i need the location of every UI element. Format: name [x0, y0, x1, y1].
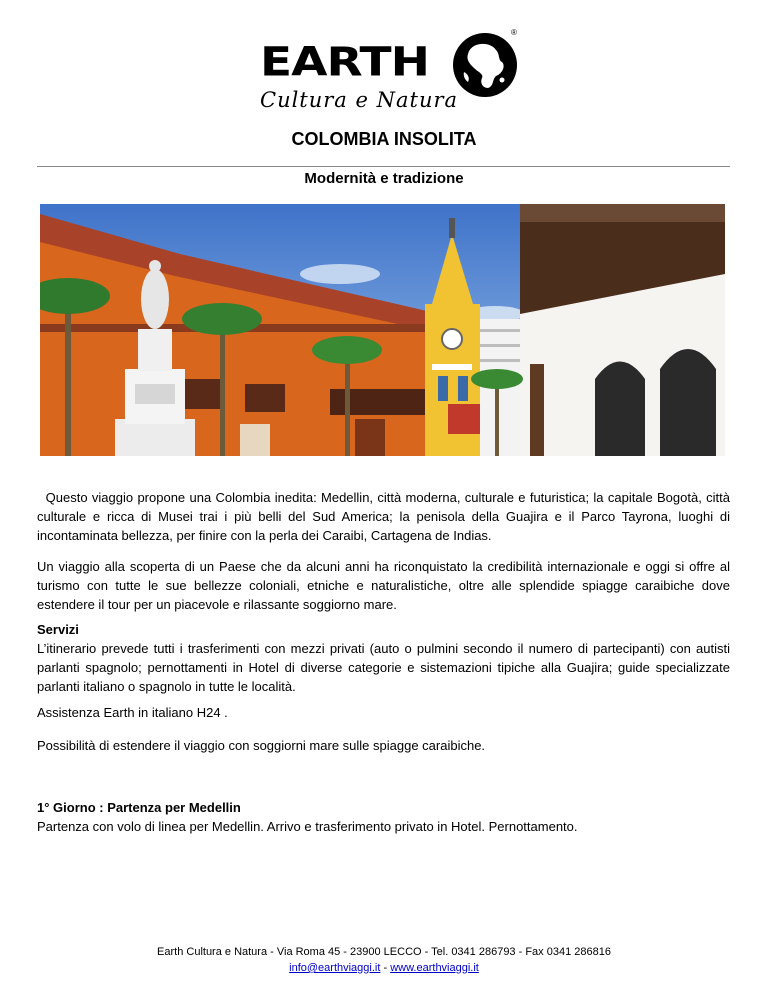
globe-icon [452, 32, 518, 98]
extension-text: Possibilità di estendere il viaggio con soggiorni mare sulle spiagge caraibiche. [37, 738, 486, 753]
logo-wordmark: EARTH [260, 38, 429, 86]
assistance-text: Assistenza Earth in italiano H24 . [37, 705, 228, 720]
registered-mark: ® [511, 28, 517, 37]
intro-text: Questo viaggio propone una Colombia inedita: Medellin, città moderna, culturale e futuristica; la capitale Bogotà, città culturale e ricca di Musei trai i più belli del Sud America; la penisola della Guajira e il Parco Tayrona, luoghi di incontaminata bellezza, per finire con la perla dei Caraibi, Cartagena de Indias. [37, 490, 730, 543]
footer-contacts [0, 960, 768, 976]
website-link[interactable]: www.earthviaggi.it [390, 962, 479, 974]
intro-paragraph [37, 488, 730, 545]
document-subtitle: Modernità e tradizione [304, 170, 464, 187]
day1-heading: 1° Giorno : Partenza per Medellin [37, 800, 241, 815]
email-link[interactable]: info@earthviaggi.it [289, 962, 381, 974]
paragraph-discovery: Un viaggio alla scoperta di un Paese che da alcuni anni ha riconquistato la credibilità internazionale e oggi si offre al turismo con tutte le sue bellezze coloniali, etniche e naturalistiche, oltre alle splendide spiagge caraibiche dove estendere il tour per un piacevole e rilassante soggiorno mare. [37, 559, 730, 612]
logo-tagline: Cultura e Natura [260, 88, 459, 112]
services-heading: Servizi [37, 622, 79, 637]
title-divider [37, 166, 730, 167]
footer-separator: - [380, 962, 391, 974]
services-text: L’itinerario prevede tutti i trasferimenti con mezzi privati (auto o pulmini secondo il numero di partecipanti) con autisti parlanti spagnolo; pernottamenti in Hotel di diverse categorie e sistemazioni tipiche alla Guajira; guide specializzate parlanti italiano o spagnolo in tutte le località. [37, 641, 730, 694]
footer [0, 944, 768, 976]
document-title: COLOMBIA INSOLITA [291, 129, 477, 149]
cartagena-photo [40, 204, 725, 456]
footer-address: Earth Cultura e Natura - Via Roma 45 - 23900 LECCO - Tel. 0341 286793 - Fax 0341 286816 [157, 946, 611, 958]
earth-logo [260, 30, 522, 114]
day1-text: Partenza con volo di linea per Medellin. Arrivo e trasferimento privato in Hotel. Pernottamento. [37, 819, 578, 834]
